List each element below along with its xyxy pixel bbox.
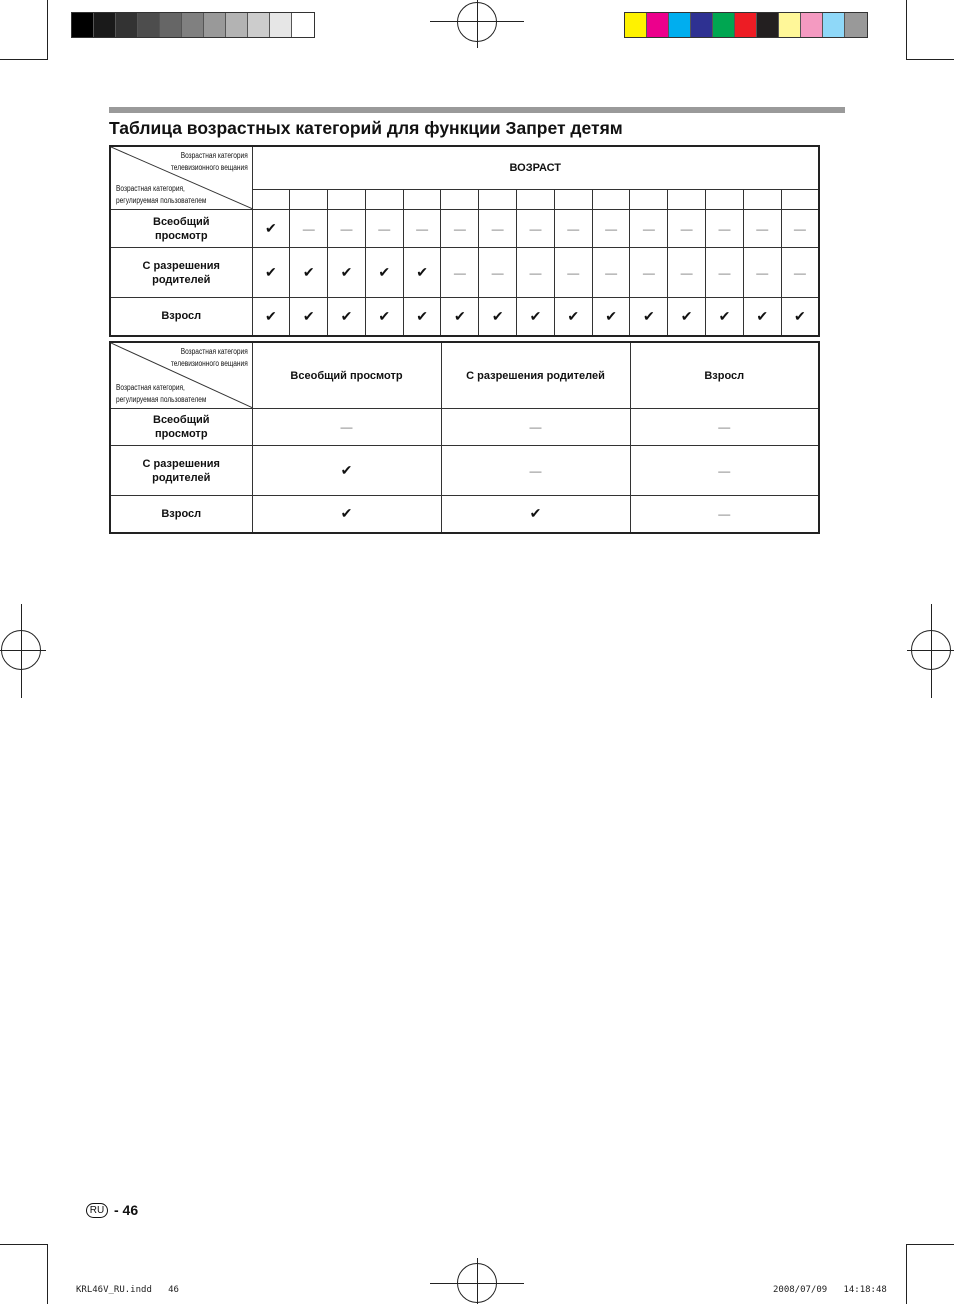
row-label: Всеобщий просмотр [110,409,252,446]
table-row [110,409,819,446]
rating-cell [554,298,592,336]
age-header: ВОЗРАСТ [252,146,819,189]
rating-cell [252,496,441,533]
color-swatch [845,13,867,37]
rating-cell [706,298,744,336]
dash-icon: — [529,463,542,478]
check-icon: ✔ [793,307,806,324]
crop-mark [906,0,907,60]
check-icon: ✔ [378,307,391,324]
rating-cell [365,210,403,248]
check-icon: ✔ [416,307,428,324]
page-title: Таблица возрастных категорий для функции Запрет детям [109,118,623,138]
rating-cell [668,248,706,298]
age-column-cell [706,189,744,209]
page-number-text: - 46 [114,1202,139,1218]
dash-icon: — [567,221,580,236]
check-icon: ✔ [529,307,542,324]
row-label: С разрешения родителей [110,446,252,496]
gray-swatch [270,13,292,37]
rating-cell [441,298,479,336]
gray-swatch [138,13,160,37]
rating-cell [328,248,366,298]
age-rating-table [109,145,820,337]
category-table [109,341,820,534]
rating-cell [743,298,781,336]
age-column-cell [592,189,630,209]
rating-cell [630,248,668,298]
dash-icon: — [340,221,353,236]
dash-icon: — [756,265,769,280]
dash-icon: — [718,420,731,434]
rating-cell [517,298,555,336]
crop-mark [906,59,954,60]
rating-cell [630,210,668,248]
dash-icon: — [529,420,542,434]
check-icon: ✔ [378,264,391,280]
dash-icon: — [416,221,429,236]
dash-icon: — [529,265,542,280]
rating-cell [252,298,290,336]
age-column-cell [479,189,517,209]
dash-icon: — [718,506,731,521]
check-icon: ✔ [340,307,353,324]
check-icon: ✔ [491,307,504,324]
check-icon: ✔ [567,307,580,324]
dash-icon: — [453,265,466,280]
age-column-cell [668,189,706,209]
check-icon: ✔ [605,307,617,324]
rating-cell [479,210,517,248]
table-row [110,248,819,298]
check-icon: ✔ [756,307,769,324]
dash-icon: — [605,221,618,236]
rating-cell [403,298,441,336]
check-icon: ✔ [529,505,542,522]
rating-cell [781,210,819,248]
age-column-cell [781,189,819,209]
age-column-cell [630,189,668,209]
gray-swatch [292,13,314,37]
table-row [110,496,819,533]
color-swatch [757,13,779,37]
rating-cell [290,298,328,336]
table-corner-cell [110,146,252,210]
check-icon: ✔ [340,264,353,280]
gray-swatch [204,13,226,37]
page-number [86,1202,138,1218]
rating-cell [441,496,630,533]
rating-cell [441,409,630,446]
age-column-cell [403,189,441,209]
user-category-label: Возрастная категория, регулируемая пользователем [116,184,207,205]
dash-icon: — [340,420,353,434]
rating-cell [479,298,517,336]
crop-mark [47,0,48,60]
user-category-label: Возрастная категория, регулируемая пользователем [116,383,207,404]
dash-icon: — [491,221,504,236]
color-swatch [779,13,801,37]
dash-icon: — [718,463,731,478]
broadcast-category-label: Возрастная категория телевизионного вещания [170,151,248,172]
rating-cell [252,210,290,248]
rating-cell [781,248,819,298]
gray-swatch [182,13,204,37]
dash-icon: — [453,221,466,236]
rating-cell [554,210,592,248]
crop-mark [0,59,48,60]
crop-mark [47,1244,48,1304]
check-icon: ✔ [302,307,315,324]
gray-swatch [72,13,94,37]
rating-cell [668,210,706,248]
footer-filename: KRL46V_RU.indd 46 [76,1285,179,1295]
broadcast-category-label: Возрастная категория телевизионного вещания [170,347,248,368]
color-swatch [735,13,757,37]
dash-icon: — [718,221,731,236]
dash-icon: — [491,265,504,280]
dash-icon: — [567,265,580,280]
crop-mark [906,1244,954,1245]
dash-icon: — [793,265,806,280]
rating-cell [668,298,706,336]
color-swatch [669,13,691,37]
check-icon: ✔ [340,462,353,478]
crop-mark [0,1244,48,1245]
rating-cell [554,248,592,298]
grayscale-bar [71,12,315,38]
rating-cell [441,248,479,298]
dash-icon: — [302,221,315,236]
check-icon: ✔ [680,307,693,324]
age-column-cell [328,189,366,209]
check-icon: ✔ [265,307,277,324]
color-swatch [691,13,713,37]
dash-icon: — [793,221,806,236]
gray-swatch [248,13,270,37]
rating-cell [743,210,781,248]
age-column-cell [554,189,592,209]
check-icon: ✔ [718,307,731,324]
table-row [110,446,819,496]
row-label: Взросл [110,496,252,533]
dash-icon: — [642,265,655,280]
dash-icon: — [529,221,542,236]
dash-icon: — [642,221,655,236]
check-icon: ✔ [643,307,655,324]
column-header: Взросл [630,342,819,409]
table-corner-cell [110,342,252,409]
dash-icon: — [680,221,693,236]
gray-swatch [116,13,138,37]
rating-cell [441,210,479,248]
color-swatch [625,13,647,37]
rating-cell [403,210,441,248]
crop-mark [906,1244,907,1304]
gray-swatch [160,13,182,37]
rating-cell [781,298,819,336]
dash-icon: — [756,221,769,236]
column-header: Всеобщий просмотр [252,342,441,409]
color-bar [624,12,868,38]
rating-cell [290,248,328,298]
rating-cell [365,298,403,336]
check-icon: ✔ [302,264,315,280]
color-swatch [713,13,735,37]
rating-cell [517,210,555,248]
row-label: Взросл [110,298,252,336]
color-swatch [801,13,823,37]
table-row [110,210,819,248]
rating-cell [592,298,630,336]
check-icon: ✔ [416,264,428,280]
row-label: Всеобщий просмотр [110,210,252,248]
rating-cell [630,298,668,336]
rating-cell [706,210,744,248]
dash-icon: — [378,221,391,236]
gray-swatch [94,13,116,37]
row-label: С разрешения родителей [110,248,252,298]
table-row [110,298,819,336]
age-column-cell [517,189,555,209]
rating-cell [328,210,366,248]
rating-cell [630,446,819,496]
age-column-cell [252,189,290,209]
color-swatch [823,13,845,37]
check-icon: ✔ [265,264,277,280]
rating-cell [441,446,630,496]
gray-swatch [226,13,248,37]
footer-timestamp: 2008/07/09 14:18:48 [773,1285,887,1295]
dash-icon: — [718,265,731,280]
check-icon: ✔ [340,505,353,522]
color-swatch [647,13,669,37]
check-icon: ✔ [454,307,466,324]
age-column-cell [290,189,328,209]
rating-cell [706,248,744,298]
rating-cell [252,248,290,298]
rating-cell [328,298,366,336]
age-column-cell [743,189,781,209]
rating-cell [630,496,819,533]
column-header: С разрешения родителей [441,342,630,409]
age-column-cell [441,189,479,209]
rating-cell [592,248,630,298]
rating-cell [252,446,441,496]
rating-cell [592,210,630,248]
rating-cell [743,248,781,298]
rating-cell [252,409,441,446]
rating-cell [365,248,403,298]
rating-cell [517,248,555,298]
dash-icon: — [605,265,618,280]
dash-icon: — [680,265,693,280]
rating-cell [290,210,328,248]
rating-cell [479,248,517,298]
language-badge: RU [86,1203,108,1218]
rating-cell [630,409,819,446]
check-icon: ✔ [265,220,277,236]
section-rule [109,107,845,113]
rating-cell [403,248,441,298]
age-column-cell [365,189,403,209]
